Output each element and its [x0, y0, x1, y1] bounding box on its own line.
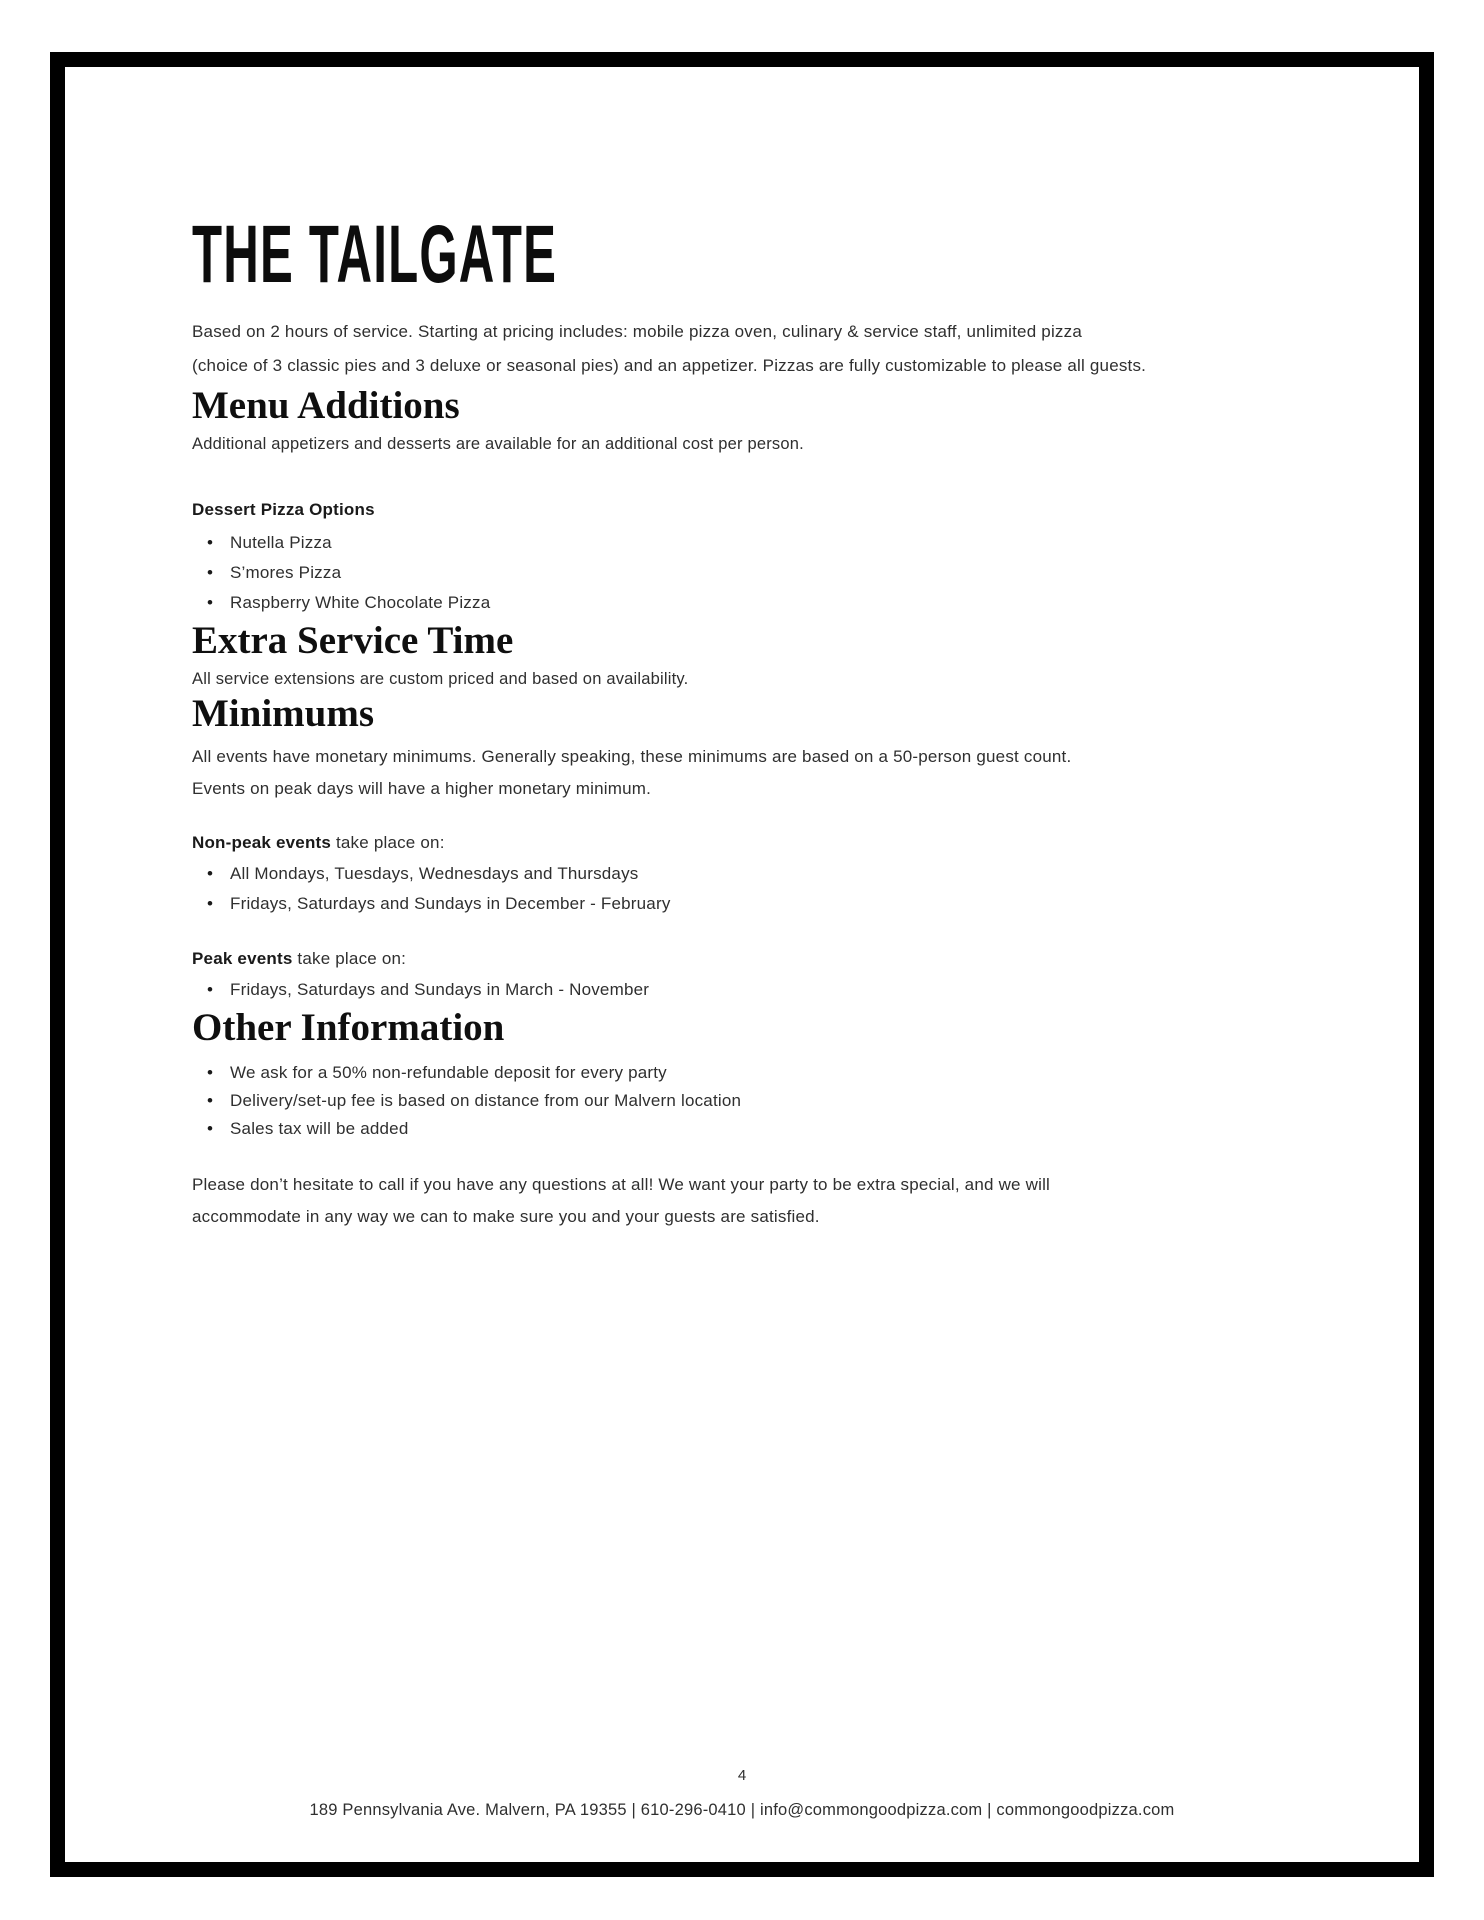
- non-peak-events-label-suffix: take place on:: [331, 833, 445, 852]
- peak-events-label-text: Peak events: [192, 949, 293, 968]
- section-heading-menu-additions: Menu Additions: [192, 384, 460, 427]
- list-item: • Delivery/set-up fee is based on distance from our Malvern location: [192, 1087, 1192, 1115]
- list-item: • We ask for a 50% non-refundable deposit for every party: [192, 1059, 1192, 1087]
- menu-additions-subtitle: Additional appetizers and desserts are available for an additional cost per person.: [192, 435, 804, 453]
- dessert-pizza-options-list: [192, 528, 1192, 618]
- peak-events-list: [192, 975, 1192, 1005]
- list-item: • Raspberry White Chocolate Pizza: [192, 588, 1192, 618]
- dessert-pizza-options-label: [192, 498, 1192, 522]
- peak-events-label: [192, 947, 1192, 971]
- page-content: [192, 67, 1192, 1233]
- non-peak-events-label: [192, 831, 1192, 855]
- peak-events-label-suffix: take place on:: [292, 949, 407, 968]
- section-heading-other-information: Other Information: [192, 1006, 505, 1049]
- list-item: • Nutella Pizza: [192, 528, 1192, 558]
- list-item: • Fridays, Saturdays and Sundays in December - February: [192, 889, 1192, 919]
- page-title-text: THE TAILGATE: [192, 209, 558, 300]
- page-footer: [65, 1766, 1419, 1822]
- section-heading-minimums: Minimums: [192, 692, 375, 735]
- closing-paragraph-line: Please don’t hesitate to call if you have any questions at all! We want your party to be extra special, and we will: [192, 1175, 1051, 1194]
- list-item: • S’mores Pizza: [192, 558, 1192, 588]
- list-item: • All Mondays, Tuesdays, Wednesdays and Thursdays: [192, 859, 1192, 889]
- minimums-paragraph-line: Events on peak days will have a higher monetary minimum.: [192, 779, 652, 798]
- page-title: [192, 209, 1192, 300]
- contact-info: 189 Pennsylvania Ave. Malvern, PA 19355 | 610-296-0410 | info@commongoodpizza.com | commongoodpizza.com: [309, 1801, 1175, 1819]
- list-item: • Fridays, Saturdays and Sundays in March - November: [192, 975, 1192, 1005]
- non-peak-events-list: [192, 859, 1192, 919]
- dessert-pizza-options-label-text: Dessert Pizza Options: [192, 500, 375, 519]
- non-peak-events-label-text: Non-peak events: [192, 833, 332, 852]
- other-information-list: [192, 1059, 1192, 1143]
- intro-paragraph-line: Based on 2 hours of service. Starting at pricing includes: mobile pizza oven, culinary & service staff, unlimited pizza: [192, 322, 1082, 341]
- extra-service-time-subtitle: All service extensions are custom priced and based on availability.: [192, 670, 689, 688]
- intro-paragraph-line: (choice of 3 classic pies and 3 deluxe or seasonal pies) and an appetizer. Pizzas are fully customizable to please all guests.: [192, 356, 1147, 375]
- list-item: • Sales tax will be added: [192, 1115, 1192, 1143]
- section-heading-extra-service-time: Extra Service Time: [192, 619, 514, 662]
- page-number: 4: [737, 1767, 747, 1784]
- closing-paragraph-line: accommodate in any way we can to make sure you and your guests are satisfied.: [192, 1207, 820, 1226]
- minimums-paragraph-line: All events have monetary minimums. Generally speaking, these minimums are based on a 50-person guest count.: [192, 747, 1072, 766]
